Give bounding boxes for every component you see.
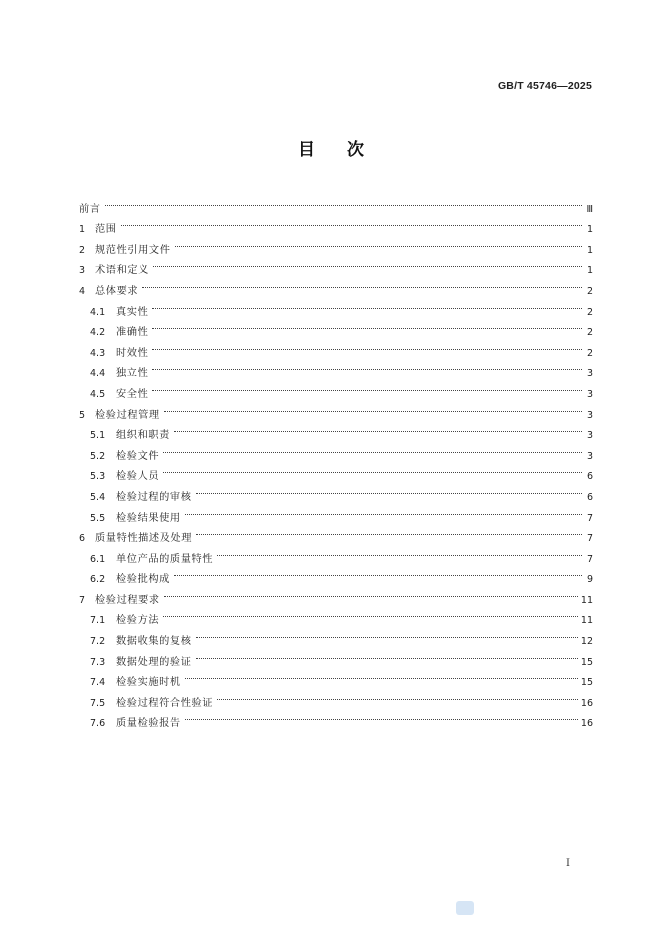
toc-entry-label: 准确性: [116, 327, 149, 339]
toc-entry[interactable]: [79, 232, 593, 256]
toc-entry[interactable]: [79, 315, 593, 339]
toc-entry-page: 2: [586, 285, 593, 297]
toc-entry-label: 检验结果使用: [116, 512, 181, 524]
toc-entry-page: 16: [580, 718, 593, 730]
toc-entry-label: 规范性引用文件: [95, 244, 171, 256]
toc-entry[interactable]: [79, 335, 593, 359]
dot-leader: [152, 356, 582, 377]
dot-leader: [164, 397, 582, 418]
dot-leader: [152, 315, 582, 336]
toc-entry-page: 7: [586, 553, 593, 565]
toc-entry-page: 2: [586, 347, 593, 359]
toc-entry-label: 质量检验报告: [116, 718, 181, 730]
dot-leader: [185, 500, 582, 521]
toc-entry-page: Ⅲ: [586, 203, 593, 215]
toc-entry-page: 15: [580, 656, 593, 668]
toc-entry-number: 5.1: [90, 430, 106, 442]
toc-entry-label: 检验人员: [116, 471, 160, 483]
toc-entry-page: 3: [586, 368, 593, 380]
toc-entry-page: 3: [586, 450, 593, 462]
toc-entry-page: 16: [580, 697, 593, 709]
dot-leader: [163, 603, 578, 624]
toc-entry-number: 6.1: [90, 553, 106, 565]
dot-leader: [196, 479, 582, 500]
toc-entry-page: 1: [586, 265, 593, 277]
dot-leader: [164, 582, 578, 603]
toc-entry[interactable]: [79, 294, 593, 318]
toc-entry-number: 4: [79, 285, 86, 297]
dot-leader: [217, 685, 578, 706]
toc-entry-label: 单位产品的质量特性: [116, 553, 214, 565]
toc-entry[interactable]: [79, 356, 593, 380]
toc-entry-label: 数据收集的复核: [116, 636, 192, 648]
toc-entry-label: 前言: [79, 203, 101, 215]
dot-leader: [196, 644, 578, 665]
page-number: I: [566, 858, 570, 869]
toc-entry-number: 5.2: [90, 450, 106, 462]
toc-entry-page: 2: [586, 327, 593, 339]
dot-leader: [105, 191, 582, 212]
toc-entry-page: 7: [586, 512, 593, 524]
toc-entry[interactable]: [79, 397, 593, 421]
dot-leader: [196, 521, 582, 542]
toc-entry-number: 5.5: [90, 512, 106, 524]
toc-entry-label: 真实性: [116, 306, 149, 318]
toc-entry-label: 检验过程的审核: [116, 491, 192, 503]
toc-entry-page: 7: [586, 533, 593, 545]
toc-entry-number: 3: [79, 265, 86, 277]
toc-entry-number: 4.4: [90, 368, 106, 380]
toc-entry[interactable]: [79, 191, 593, 215]
dot-leader: [152, 294, 582, 315]
toc-entry-page: 3: [586, 388, 593, 400]
toc-entry-label: 时效性: [116, 347, 149, 359]
standard-code: GB/T 45746—2025: [497, 80, 592, 92]
toc-entry-label: 检验过程管理: [95, 409, 160, 421]
toc-entry-page: 1: [586, 224, 593, 236]
toc-entry-label: 检验过程符合性验证: [116, 697, 214, 709]
toc-entry-number: 7.1: [90, 615, 106, 627]
dot-leader: [185, 665, 578, 686]
toc-entry-number: 6.2: [90, 574, 106, 586]
toc-entry-page: 6: [586, 471, 593, 483]
toc-entry-page: 3: [586, 430, 593, 442]
toc-entry-label: 检验文件: [116, 450, 160, 462]
dot-leader: [163, 459, 582, 480]
toc-entry-number: 7.4: [90, 677, 106, 689]
toc-entry-page: 12: [580, 636, 593, 648]
toc-entry-number: 7.3: [90, 656, 106, 668]
toc-entry[interactable]: [79, 376, 593, 400]
toc-entry-number: 5.4: [90, 491, 106, 503]
toc-entry[interactable]: [79, 273, 593, 297]
toc-entry-page: 15: [580, 677, 593, 689]
dot-leader: [152, 335, 582, 356]
toc-entry-number: 7.2: [90, 636, 106, 648]
toc-entry-number: 7.6: [90, 718, 106, 730]
watermark-logo: [456, 901, 474, 915]
toc-entry-label: 独立性: [116, 368, 149, 380]
toc-entry-number: 4.2: [90, 327, 106, 339]
page-title: 目次: [298, 140, 396, 160]
toc-entry-label: 总体要求: [95, 285, 139, 297]
toc-entry-page: 3: [586, 409, 593, 421]
toc-entry-label: 检验方法: [116, 615, 160, 627]
toc-entry-page: 6: [586, 491, 593, 503]
toc-entry-label: 检验过程要求: [95, 594, 160, 606]
toc-entry-label: 质量特性描述及处理: [95, 533, 193, 545]
toc-entry-number: 6: [79, 533, 86, 545]
toc-entry-number: 1: [79, 224, 86, 236]
toc-entry-number: 5.3: [90, 471, 106, 483]
toc-entry-label: 检验批构成: [116, 574, 170, 586]
toc-entry-page: 11: [580, 594, 593, 606]
toc-entry-page: 1: [586, 244, 593, 256]
dot-leader: [163, 438, 582, 459]
dot-leader: [174, 562, 582, 583]
toc-entry[interactable]: [79, 253, 593, 277]
dot-leader: [153, 253, 582, 274]
dot-leader: [175, 232, 582, 253]
dot-leader: [185, 706, 578, 727]
toc-entry-number: 7: [79, 594, 86, 606]
toc-entry-label: 组织和职责: [116, 430, 170, 442]
dot-leader: [121, 212, 582, 233]
toc-entry-label: 数据处理的验证: [116, 656, 192, 668]
table-of-contents: [79, 191, 593, 730]
dot-leader: [217, 541, 582, 562]
toc-entry-number: 7.5: [90, 697, 106, 709]
toc-entry-number: 2: [79, 244, 86, 256]
toc-entry-number: 4.5: [90, 388, 106, 400]
toc-entry-page: 11: [580, 615, 593, 627]
toc-entry-page: 2: [586, 306, 593, 318]
toc-entry-page: 9: [586, 574, 593, 586]
dot-leader: [196, 623, 578, 644]
dot-leader: [174, 418, 582, 439]
toc-entry[interactable]: [79, 212, 593, 236]
dot-leader: [142, 273, 582, 294]
toc-entry-number: 4.3: [90, 347, 106, 359]
toc-entry-number: 5: [79, 409, 86, 421]
toc-entry-label: 范围: [95, 224, 117, 236]
toc-entry-label: 术语和定义: [95, 265, 149, 277]
toc-entry-label: 检验实施时机: [116, 677, 181, 689]
dot-leader: [152, 376, 582, 397]
toc-entry-number: 4.1: [90, 306, 106, 318]
toc-entry-label: 安全性: [116, 388, 149, 400]
